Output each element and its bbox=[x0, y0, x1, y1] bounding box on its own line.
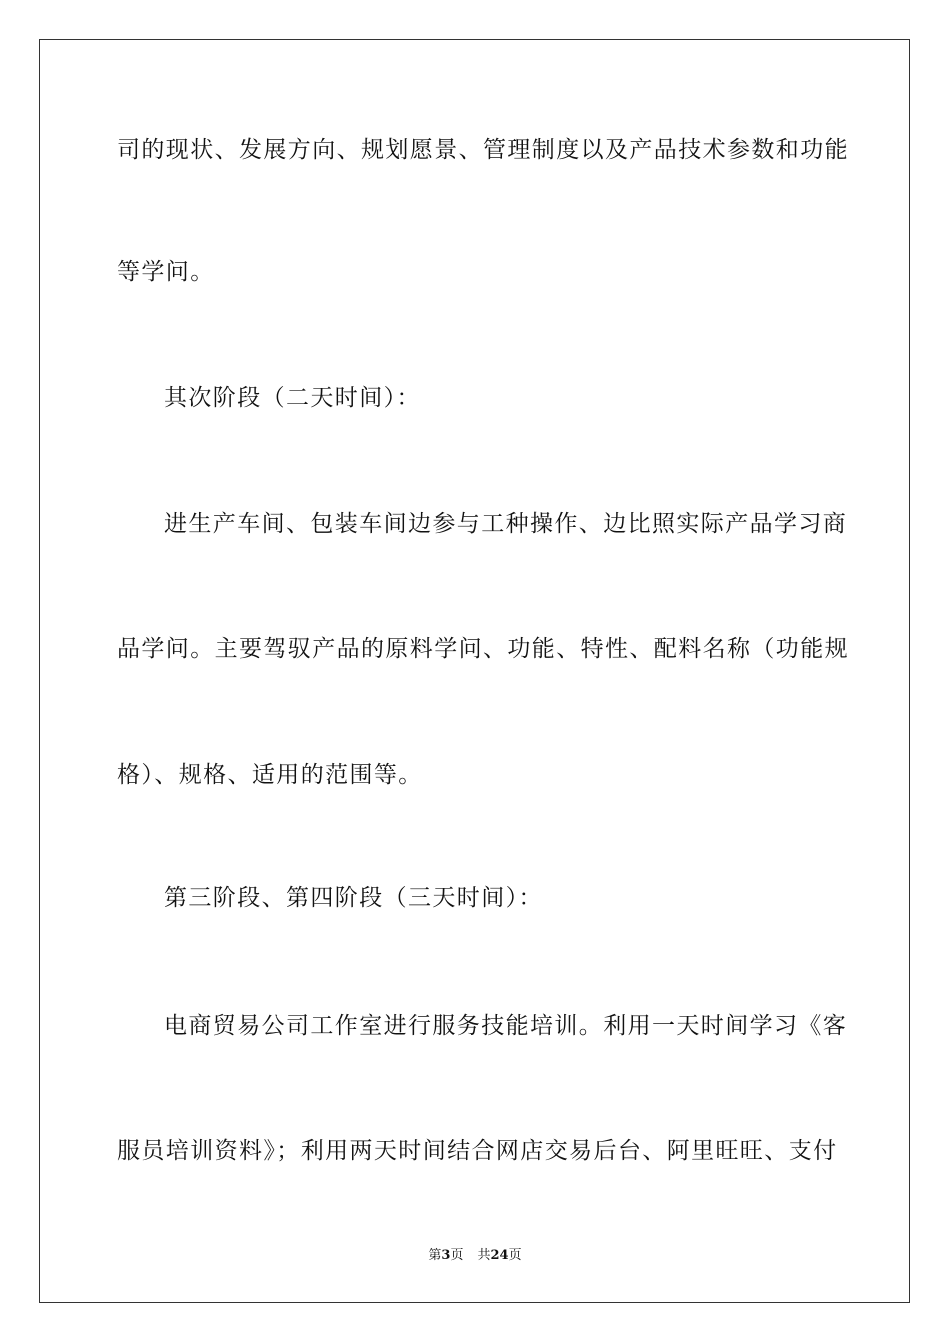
page-number: 3 bbox=[441, 1248, 451, 1263]
body-text-line: 服员培训资料》；利用两天时间结合网店交易后台、阿里旺旺、支付 bbox=[117, 1138, 838, 1164]
body-text-line: 司的现状、发展方向、规划愿景、管理制度以及产品技术参数和功能 bbox=[117, 137, 849, 163]
section-heading: 第三阶段、第四阶段（三天时间）： bbox=[164, 885, 543, 911]
section-heading: 其次阶段（二天时间）： bbox=[164, 385, 421, 411]
total-prefix: 共 bbox=[477, 1248, 491, 1263]
body-text-line: 电商贸易公司工作室进行服务技能培训。利用一天时间学习《客 bbox=[164, 1013, 848, 1039]
body-text-line: 品学问。主要驾驭产品的原料学问、功能、特性、配料名称（功能规 bbox=[117, 636, 849, 662]
page-suffix: 页 bbox=[450, 1248, 464, 1263]
body-text-line: 进生产车间、包装车间边参与工种操作、边比照实际产品学习商 bbox=[164, 511, 848, 537]
body-text-line: 等学问。 bbox=[117, 259, 215, 285]
total-pages: 24 bbox=[490, 1248, 509, 1263]
page-footer bbox=[0, 1247, 950, 1265]
page-frame bbox=[39, 39, 910, 1303]
total-suffix: 页 bbox=[508, 1248, 522, 1263]
body-text-line: 格）、规格、适用的范围等。 bbox=[117, 762, 423, 788]
page-prefix: 第 bbox=[428, 1248, 442, 1263]
